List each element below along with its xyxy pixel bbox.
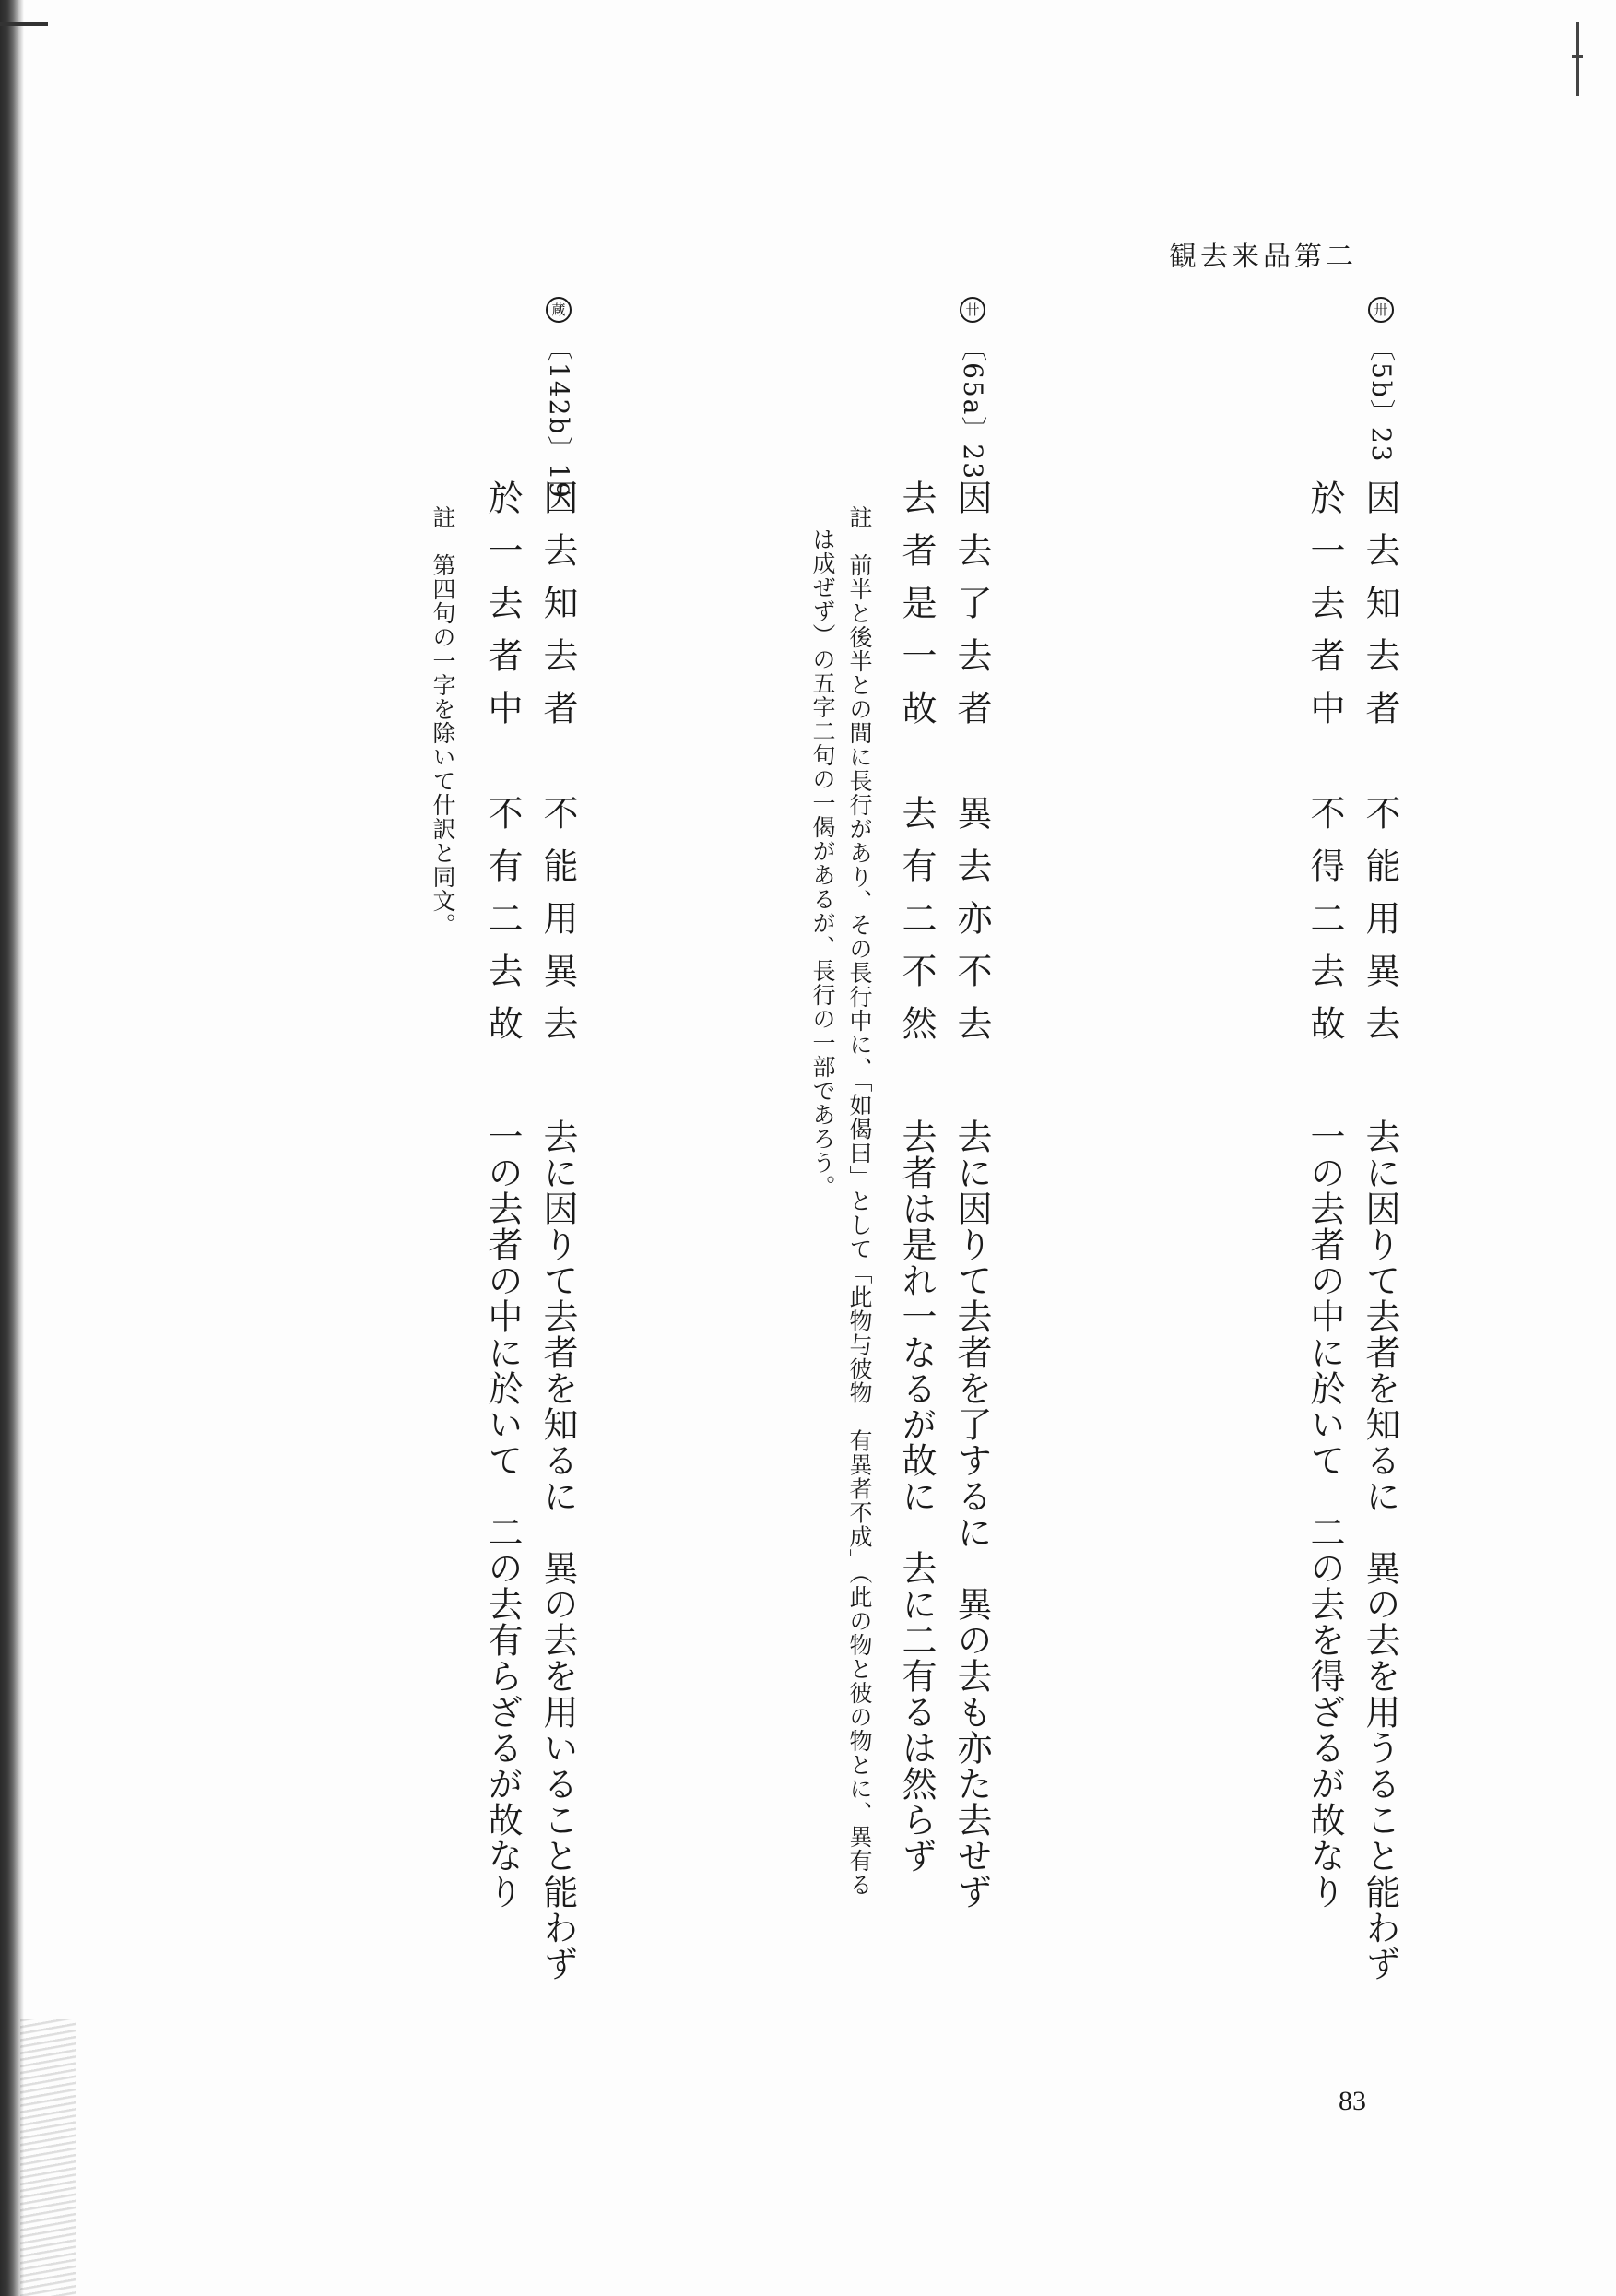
section-3-ref: 〔142b〕19 [544,335,574,501]
scan-noise [20,2019,76,2296]
section-3-kundoku-line-1: 去に因りて去者を知るに 異の去を用いること能わず [537,1118,578,1982]
scan-edge-mark-bar [1572,55,1583,58]
section-3-verse-line-1: 因去知去者 不能用異去 [537,479,578,1058]
section-2-marker: 卄 [960,297,985,323]
section-3-marker: 蔵 [546,297,572,323]
section-2-kundoku-line-2: 去者は是れ一なるが故に 去に二有るは然らず [896,1118,937,1874]
section-2-ref: 〔65a〕23 [958,335,988,481]
section-1-reference [1362,297,1399,463]
scan-corner-mark [0,22,48,26]
section-2-verse-line-2: 去者是一故 去有二不然 [896,479,937,1058]
section-1-marker: 卅 [1368,297,1394,323]
section-2-kundoku-line-1: 去に因りて去者を了するに 異の去も亦た去せず [951,1118,992,1910]
section-1-verse-line-2: 於一去者中 不得二去故 [1304,479,1345,1058]
section-2-reference [954,297,991,480]
section-1-kundoku-line-1: 去に因りて去者を知るに 異の去を用うること能わず [1360,1118,1400,1982]
section-2-note-line-1: 註 前半と後半との間に長行があり、その長行中に、「如偈曰」として「此物与彼物 有異者不成」（此の物と彼の物とに、異有る [846,505,873,1897]
page-number: 83 [1339,2086,1366,2116]
running-head: 観去来品第二 [1169,241,1357,273]
section-2-note-line-2: は成ぜず）の五字二句の一偈があるが、長行の一部であろう。 [809,527,836,1199]
section-3-verse-line-2: 於一去者中 不有二去故 [482,479,523,1058]
section-3-kundoku-line-2: 一の去者の中に於いて 二の去有らざるが故なり [482,1118,523,1910]
section-2-verse-line-1: 因去了去者 異去亦不去 [951,479,992,1058]
section-1-kundoku-line-2: 一の去者の中に於いて 二の去を得ざるが故なり [1304,1118,1345,1910]
section-3-reference [540,297,577,500]
section-3-note-line-1: 註 第四句の一字を除いて什訳と同文。 [430,505,456,937]
section-1-verse-line-1: 因去知去者 不能用異去 [1360,479,1400,1058]
section-1-ref: 〔5b〕23 [1366,335,1397,464]
scan-edge-mark [1576,22,1579,96]
binding-shadow [0,0,24,2296]
